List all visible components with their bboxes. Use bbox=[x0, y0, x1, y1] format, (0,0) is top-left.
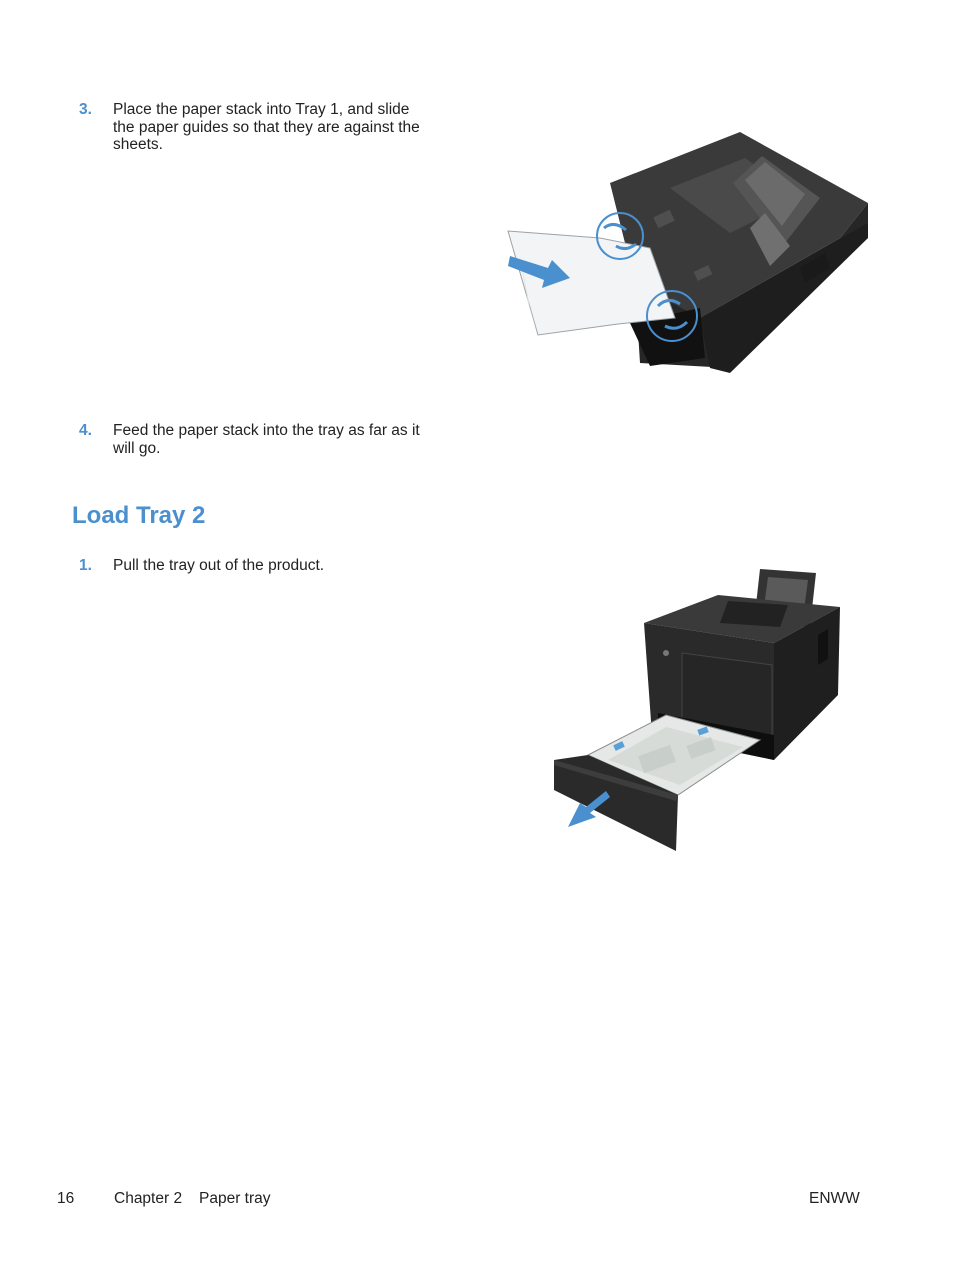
step-number: 4. bbox=[79, 422, 92, 439]
chapter-title: Paper tray bbox=[199, 1190, 271, 1207]
tray2-pull-out-illustration bbox=[548, 565, 844, 855]
page-number: 16 bbox=[57, 1190, 75, 1207]
section-heading-load-tray-2: Load Tray 2 bbox=[72, 502, 206, 529]
tray1-paper-load-illustration bbox=[500, 128, 872, 378]
step-number: 1. bbox=[79, 557, 92, 574]
chapter-label: Chapter 2 bbox=[114, 1190, 183, 1207]
locale-code: ENWW bbox=[809, 1190, 860, 1207]
step-text: Feed the paper stack into the tray as far as it will go. bbox=[113, 422, 420, 457]
step-text: Pull the tray out of the product. bbox=[113, 557, 325, 574]
step-number: 3. bbox=[79, 101, 92, 118]
step-text: Place the paper stack into Tray 1, and slide the paper guides so that they are against the sheets. bbox=[113, 101, 420, 153]
